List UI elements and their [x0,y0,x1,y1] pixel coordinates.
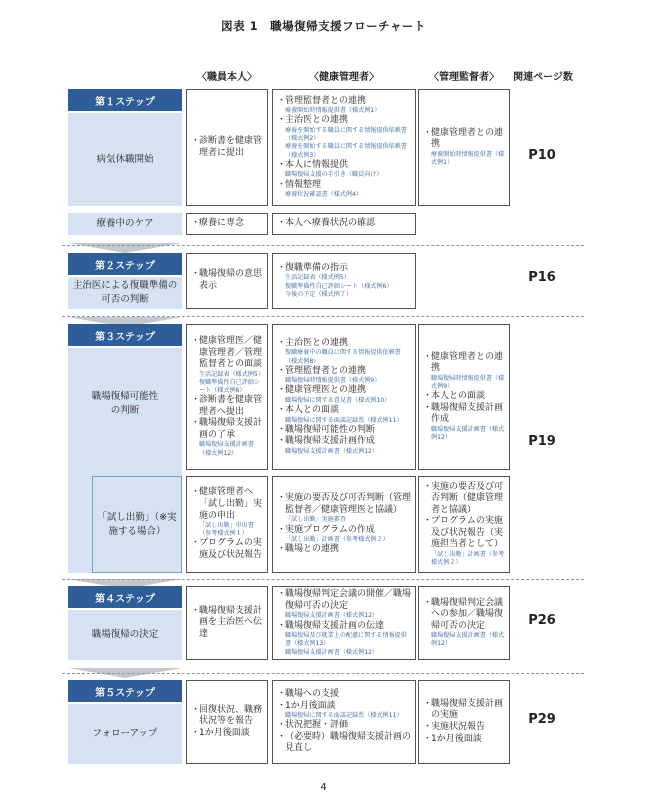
list-item-text: 職場復帰可能性の判断 [285,424,376,435]
row1-health-box [272,89,416,206]
list-item [277,525,411,537]
bullet-icon: ・ [191,395,201,406]
form-reference: 職場復帰及び就業上の配慮に関する情報提供書（様式例13） [285,632,407,648]
list-item-text: 診断書を健康管理者へ提出 [199,395,263,417]
bullet-icon: ・ [191,336,201,347]
list-item [423,482,505,517]
list-item [277,96,411,108]
list-item-text: 診断書を健康管理者に提出 [199,135,263,158]
list-item [191,269,263,292]
list-item [277,263,411,275]
bullet-icon: ・ [191,218,201,229]
list-item [423,403,505,426]
list-item [277,720,411,732]
list-item [277,701,411,713]
list-item-text: 職場との連携 [285,544,340,555]
list-item [423,128,505,151]
form-reference: 職場復帰支援計画書（様式例12） [199,441,254,457]
list-item [277,621,411,633]
form-reference: 職場復帰支援計画書（様式例12） [285,447,379,455]
header-health-manager: 〈健康管理者〉 [309,72,379,83]
bullet-icon: ・ [277,493,287,504]
list-item-text: 職場復帰判定会議の開催／職場復帰可否の決定 [285,589,412,611]
list-item-text: 本人に情報提供 [285,159,349,170]
list-item [423,722,505,734]
list-item [277,544,411,556]
row2-employee-box [186,253,268,309]
bullet-icon: ・ [423,481,433,492]
list-item [277,436,411,448]
bullet-icon: ・ [277,337,287,348]
form-reference: 職場復帰支援の手引き（職員向け） [285,171,383,179]
list-item-text: 職場復帰判定会議への参加／職場復帰可否の決定 [431,597,504,631]
list-item [277,160,411,172]
bullet-icon: ・ [423,698,433,709]
list-item-text: 本人との面談 [285,405,340,416]
form-reference: 職場復帰時情報提供書（様式例9） [285,377,381,385]
bullet-icon: ・ [277,720,287,731]
form-reference: 「試し出勤」計画書（参考様式例２） [431,550,505,567]
list-item [191,705,263,728]
bullet-icon: ・ [191,418,201,429]
list-item [277,180,411,192]
form-reference: 「試し出勤」計画書（参考様式例２） [285,536,389,544]
flow-arrow-1 [68,238,182,248]
bullet-icon: ・ [191,704,201,715]
bullet-icon: ・ [277,262,287,273]
bullet-icon: ・ [191,135,201,146]
form-reference: 職場復帰に関する面談記録票（様式例11） [285,416,403,424]
list-item [277,366,411,378]
bullet-icon: ・ [191,538,201,549]
row3-health-box [272,324,416,470]
bullet-icon: ・ [423,597,433,608]
list-item-text: 職場復帰支援計画作成 [285,436,376,447]
row5-health-box [272,680,416,764]
separator-4 [62,673,584,674]
bullet-icon: ・ [423,516,433,527]
list-item [423,352,505,375]
list-item [191,336,263,371]
row4-supervisor-box [418,586,510,660]
step-5-label: フォローアップ [68,704,182,764]
bullet-icon: ・ [191,269,201,280]
row3-supervisor-box [418,324,510,470]
step-4-label: 職場復帰の決定 [68,610,182,660]
step-2-badge: 第２ステップ [68,253,182,275]
trial-supervisor-box [418,476,510,573]
bullet-icon: ・ [277,115,287,126]
separator-2 [62,316,584,317]
step-4-badge: 第４ステップ [68,586,182,608]
list-item [191,218,263,230]
list-item [277,589,411,612]
list-item [423,391,505,403]
list-item [277,338,411,350]
header-supervisor: 〈管理監督者〉 [429,72,499,83]
list-item-text: プログラムの実施及び状況報告 [199,538,263,560]
row1-supervisor-box [418,89,510,206]
care-employee-box [186,213,268,235]
list-item-text: 実施の要否及び可否判断（管理監督者／健康管理医と協議） [285,493,412,515]
row1-employee-box [186,89,268,206]
row2-health-box [272,253,416,309]
form-reference: 職場復帰支援計画書（様式例12） [431,425,505,441]
bullet-icon: ・ [277,424,287,435]
bullet-icon: ・ [277,700,287,711]
step-1-label: 病気休職開始 [68,113,182,206]
list-item-text: プログラムの実施及び状況報告（実施担当者として） [431,516,504,550]
form-reference: 今後の予定（様式例７） [285,290,353,298]
list-item [277,689,411,701]
form-reference: 療養開始時情報提供書（様式例1） [431,150,505,167]
trial-employee-box [186,476,268,573]
list-item-text: 本人へ療養状況の確認 [285,218,376,229]
bullet-icon: ・ [277,405,287,416]
bullet-icon: ・ [277,95,287,106]
row1-page-ref: P10 [528,148,556,163]
form-reference: 生活記録表（様式例5） [285,274,350,282]
separator-3 [62,579,584,580]
form-reference: 療養開始時情報提供書（様式例1） [285,107,381,115]
bullet-icon: ・ [277,159,287,170]
row4-employee-box [186,586,268,660]
list-item-text: 健康管理者との連携 [431,127,504,150]
step-3-badge: 第３ステップ [68,324,182,346]
list-item-text: 主治医との連携 [285,115,349,126]
step-5-badge: 第５ステップ [68,680,182,702]
bullet-icon: ・ [191,487,201,498]
bullet-icon: ・ [191,727,201,738]
list-item-text: 職場復帰支援計画作成 [431,402,504,425]
form-reference: 復職準備性自己評価シート（様式例6） [285,282,393,290]
list-item-text: 1か月後面談 [199,727,250,738]
bullet-icon: ・ [423,733,433,744]
header-related-pages: 関連ページ数 [513,72,573,83]
bullet-icon: ・ [423,722,433,732]
row4-page-ref: P26 [528,613,556,628]
bullet-icon: ・ [277,385,287,396]
list-item-text: 状況把握・評価 [285,720,349,731]
list-item [191,395,263,418]
list-item [277,732,411,755]
bullet-icon: ・ [277,620,287,631]
form-reference: 職場復帰に関する面談記録票（様式例11） [285,712,403,720]
form-reference: 療養状況確認書（様式例4） [285,191,363,199]
list-item-text: 1か月後面談 [431,733,482,744]
row5-employee-box [186,680,268,764]
list-item [191,418,263,441]
list-item-text: 健康管理医との連携 [285,385,367,396]
list-item-text: 1か月後面談 [285,700,336,711]
header-employee: 〈職員本人〉 [197,72,257,83]
page-number: 4 [320,782,327,793]
form-reference: 療養を開始する職員に関する情報提供依頼書（様式例2） [285,126,407,143]
bullet-icon: ・ [277,524,287,535]
list-item [423,516,505,551]
bullet-icon: ・ [423,402,433,413]
care-health-box [272,213,416,235]
list-item-text: 実施プログラムの作成 [285,524,375,535]
form-reference: 職場復帰支援計画書（様式例12） [431,632,505,648]
row5-page-ref: P29 [528,712,556,727]
list-item [423,699,505,722]
list-item-text: 復職準備の指示 [285,262,349,273]
list-item-text: 健康管理者へ「試し出勤」実施の申出 [199,487,263,521]
bullet-icon: ・ [423,127,433,138]
list-item-text: 職場復帰支援計画の実施 [431,698,504,721]
row2-page-ref: P16 [528,270,556,285]
list-item-text: （必要時）職場復帰支援計画の見直し [285,731,412,754]
list-item-text: 本人との面談 [431,391,486,402]
bullet-icon: ・ [277,689,287,700]
bullet-icon: ・ [277,179,287,190]
form-reference: 復職療養中の職員に関する情報提供依頼書（様式例8） [285,349,401,365]
list-item [191,606,263,641]
list-item-text: 主治医との連携 [285,337,349,348]
list-item-text: 職場への支援 [285,689,340,700]
list-item [191,728,263,740]
list-item [423,734,505,746]
list-item [277,425,411,437]
bullet-icon: ・ [277,544,287,555]
list-item [191,487,263,522]
list-item [277,385,411,397]
flow-arrow-2 [68,312,182,322]
list-item [277,405,411,417]
list-item-text: 職場復帰の意思表示 [199,269,263,291]
list-item [277,218,411,230]
list-item [191,136,263,159]
form-reference: 生活記録表（様式例5） [199,370,264,378]
list-item-text: 職場復帰支援計画の了承 [199,418,263,440]
list-item-text: 健康管理者との連携 [431,351,504,374]
step-3-label-text: 職場復帰可能性の判断 [91,391,159,416]
row3-employee-box [186,324,268,470]
flow-arrow-4 [68,663,182,673]
list-item-text: 健康管理医／健康管理者／管理監督者との面談 [199,336,263,370]
bullet-icon: ・ [277,731,287,742]
bullet-icon: ・ [423,351,433,362]
list-item-text: 療養に専念 [199,218,245,229]
step-1-badge: 第１ステップ [68,89,182,111]
row3-page-ref: P19 [528,434,556,449]
list-item [277,115,411,127]
list-item [191,538,263,561]
list-item-text: 管理監督者との連携 [285,95,367,106]
form-reference: 「試し出勤」実施審査 [285,516,346,524]
step-2-label: 主治医による復職準備の可否の判断 [68,277,182,309]
page-title: 図表 1 職場復帰支援フローチャート [221,19,426,33]
trial-label: 「試し出勤」（※実施する場合） [92,476,182,573]
list-item [423,598,505,633]
form-reference: 職場復帰時情報提供書（様式例9） [431,374,505,391]
list-item-text: 管理監督者との連携 [285,365,367,376]
list-item-text: 職場復帰支援計画を主治医へ伝達 [199,605,263,639]
list-item-text: 実施の要否及び可否判断（健康管理者と協議） [431,481,504,515]
list-item [277,493,411,516]
form-reference: 職場復帰支援計画書（様式例12） [285,612,379,620]
bullet-icon: ・ [277,365,287,376]
separator-1 [62,245,584,246]
care-label: 療養中のケア [68,213,182,235]
row4-health-box [272,586,416,660]
form-reference: 職場復帰支援計画書（様式例12） [285,648,379,656]
bullet-icon: ・ [277,218,287,229]
form-reference: 「試し出勤」申出書（参考様式例１） [199,522,254,538]
bullet-icon: ・ [191,605,201,616]
form-reference: 療養を開始する職員に関する情報提供依頼書（様式例3） [285,143,407,159]
list-item-text: 情報整理 [285,179,322,190]
list-item-text: 職場復帰支援計画の伝達 [285,620,385,631]
bullet-icon: ・ [277,589,287,600]
row5-supervisor-box [418,680,510,764]
list-item-text: 実施状況報告 [431,722,486,732]
form-reference: 職場復帰に関する意見書（様式例10） [285,397,391,404]
bullet-icon: ・ [277,436,287,447]
list-item-text: 回復状況、職務状況等を報告 [199,704,263,727]
form-reference: 復職準備性自己評価シート（様式例6） [199,378,260,395]
trial-health-box [272,476,416,573]
bullet-icon: ・ [423,391,433,402]
